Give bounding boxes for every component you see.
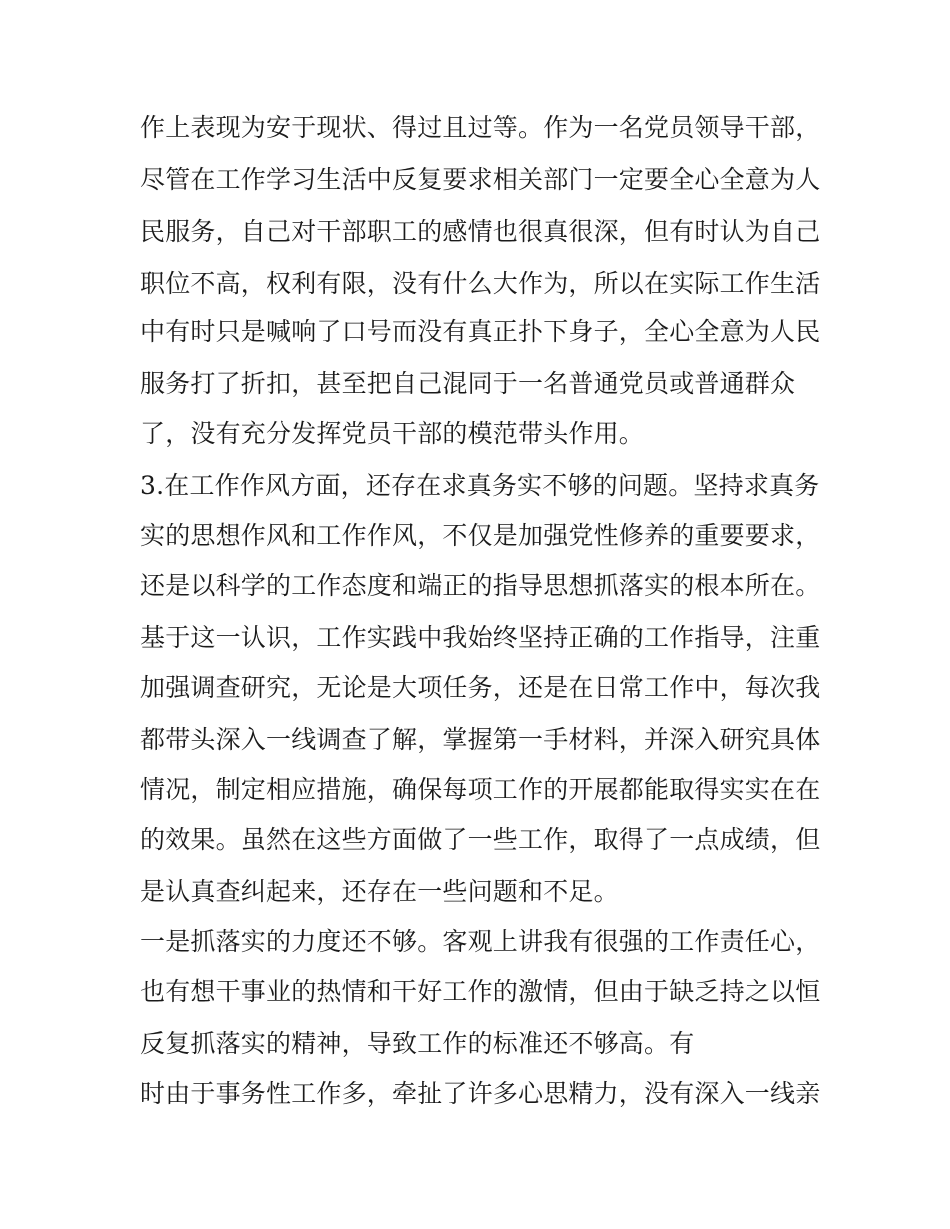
text-line: 民服务，自己对干部职工的感情也很真很深，但有时认为自己: [140, 217, 821, 246]
text-line: 的效果。虽然在这些方面做了一些工作，取得了一点成绩，但: [140, 825, 821, 854]
text-line: 还是以科学的工作态度和端正的指导思想抓落实的根本所在。: [140, 571, 821, 600]
text-line: 一是抓落实的力度还不够。客观上讲我有很强的工作责任心，: [140, 927, 821, 956]
text-line: 情况，制定相应措施，确保每项工作的开展都能取得实实在在: [140, 775, 821, 804]
text-line: 基于这一认识，工作实践中我始终坚持正确的工作指导，注重: [140, 623, 821, 652]
text-line: 职位不高，权利有限，没有什么大作为，所以在实际工作生活: [140, 269, 821, 298]
text-line: 了，没有充分发挥党员干部的模范带头作用。: [140, 419, 645, 448]
text-line: 时由于事务性工作多，牵扯了许多心思精力，没有深入一线亲: [140, 1079, 821, 1108]
text-line: 也有想干事业的热情和干好工作的激情，但由于缺乏持之以恒: [140, 977, 821, 1006]
text-line: 3.在工作作风方面，还存在求真务实不够的问题。坚持求真务: [140, 471, 820, 500]
text-line: 中有时只是喊响了口号而没有真正扑下身子，全心全意为人民: [140, 317, 821, 346]
text-line: 加强调查研究，无论是大项任务，还是在日常工作中，每次我: [140, 673, 821, 702]
text-line: 是认真查纠起来，还存在一些问题和不足。: [140, 877, 619, 906]
text-line: 实的思想作风和工作作风，不仅是加强党性修养的重要要求，: [140, 521, 821, 550]
text-line: 反复抓落实的精神，导致工作的标准还不够高。有: [140, 1029, 695, 1058]
text-line: 服务打了折扣，甚至把自己混同于一名普通党员或普通群众: [140, 369, 796, 398]
text-line: 作上表现为安于现状、得过且过等。作为一名党员领导干部，: [140, 113, 821, 142]
text-line: 尽管在工作学习生活中反复要求相关部门一定要全心全意为人: [140, 165, 821, 194]
text-line: 都带头深入一线调查了解，掌握第一手材料，并深入研究具体: [140, 725, 821, 754]
